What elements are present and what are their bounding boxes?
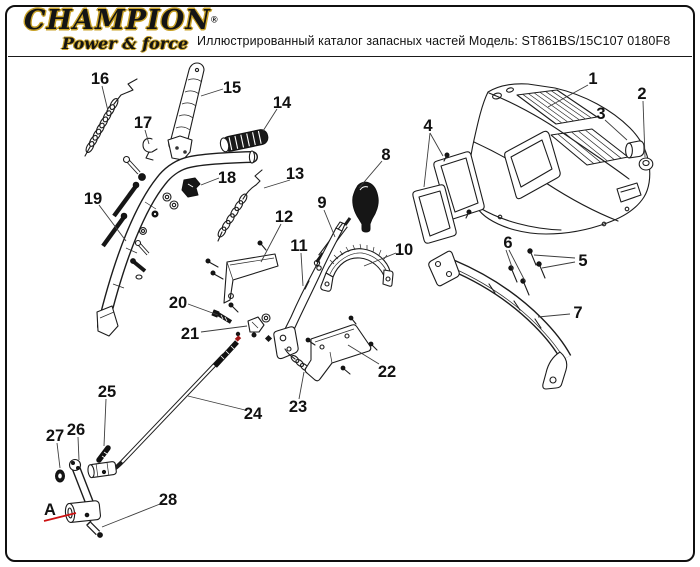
part-clamp-21	[248, 314, 272, 342]
leader-line-5	[534, 255, 575, 258]
part-bracket-18	[182, 178, 200, 197]
screw-icon	[537, 262, 545, 278]
registered-mark: ®	[210, 14, 218, 25]
leader-line-27	[57, 443, 60, 468]
callout-9: 9	[317, 194, 327, 212]
leader-line-18	[201, 178, 219, 185]
part-pin-28	[87, 521, 103, 537]
callout-23: 23	[288, 398, 308, 416]
callout-25: 25	[97, 383, 117, 401]
part-shift-knob	[353, 182, 378, 232]
page-title: Иллюстрированный каталог запасных частей Модель: ST861BS/15C107 0180F8	[197, 34, 671, 48]
screw-icon	[229, 303, 238, 312]
callout-24: 24	[243, 405, 263, 423]
leader-line-5	[542, 262, 575, 268]
part-clip-17	[143, 138, 157, 160]
callout-14: 14	[272, 94, 292, 112]
leader-line-25	[104, 399, 106, 446]
screw-icon	[528, 249, 536, 265]
callout-19: 19	[83, 190, 103, 208]
callout-1: 1	[588, 70, 598, 88]
callout-2: 2	[637, 85, 647, 103]
leader-line-9	[324, 210, 335, 237]
leader-line-20	[188, 304, 218, 315]
leader-line-26	[78, 437, 79, 460]
callout-21: 21	[180, 325, 200, 343]
callout-28: 28	[158, 491, 178, 509]
callout-22: 22	[377, 363, 397, 381]
part-chute-lever	[168, 63, 204, 160]
screw-icon	[349, 316, 356, 324]
leader-line-15	[201, 89, 223, 96]
red-marker	[235, 335, 241, 341]
leader-line-28	[102, 504, 160, 527]
part-link-rod-24	[87, 332, 241, 478]
callout-A: A	[44, 501, 56, 519]
callout-15: 15	[222, 79, 242, 97]
leader-line-24	[188, 396, 245, 410]
callout-27: 27	[45, 427, 65, 445]
callout-6: 6	[503, 234, 513, 252]
part-screw-20	[212, 310, 231, 322]
screw-icon	[521, 279, 529, 295]
callout-11: 11	[290, 237, 308, 255]
callout-7: 7	[573, 304, 583, 322]
leader-line-4	[430, 133, 443, 156]
callout-4: 4	[423, 117, 433, 135]
part-bracket-22	[305, 316, 377, 381]
part-spring-16	[84, 79, 137, 156]
leader-line-4	[424, 133, 430, 187]
part-console-housing	[469, 84, 650, 234]
leader-line-11	[301, 253, 303, 286]
callout-20: 20	[168, 294, 188, 312]
callout-17: 17	[133, 114, 153, 132]
callout-8: 8	[381, 146, 391, 164]
screw-icon	[211, 271, 223, 279]
screw-icon	[258, 241, 266, 250]
screw-icon	[509, 266, 517, 282]
callout-12: 12	[274, 208, 294, 226]
leader-line-16	[102, 86, 108, 111]
part-handle-grip	[219, 128, 269, 153]
callout-5: 5	[578, 252, 588, 270]
screw-icon	[341, 366, 350, 374]
brand-name: CHAMPION	[24, 5, 211, 36]
part-pin-25	[99, 448, 108, 460]
callout-13: 13	[285, 165, 305, 183]
callout-3: 3	[596, 105, 606, 123]
leader-line-14	[263, 109, 277, 131]
leader-line-21	[201, 326, 247, 332]
part-washer-27	[56, 470, 65, 482]
part-cap-ring	[639, 158, 653, 170]
callout-26: 26	[66, 421, 86, 439]
part-support-bar	[429, 251, 567, 389]
leader-line-7	[538, 314, 570, 317]
callout-16: 16	[90, 70, 110, 88]
leader-line-23	[299, 372, 304, 399]
brand-tagline: Power & force	[62, 34, 189, 53]
part-bracket-plate-12	[206, 241, 278, 312]
callout-10: 10	[394, 241, 414, 259]
leader-line-17	[145, 130, 149, 144]
callout-18: 18	[217, 169, 237, 187]
part-bushing	[626, 141, 644, 158]
screw-icon	[206, 259, 218, 267]
